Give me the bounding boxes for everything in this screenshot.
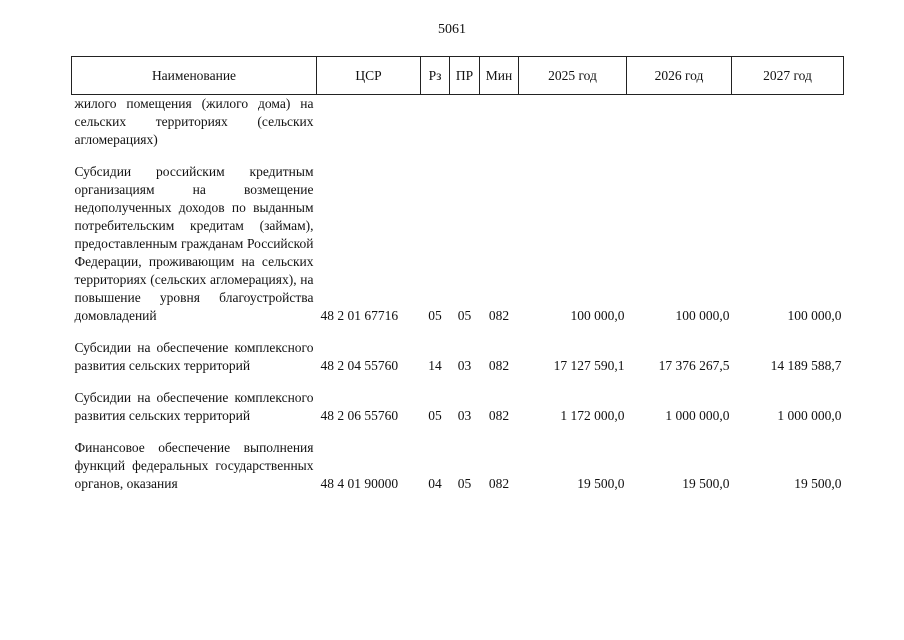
row-2025: 100 000,0 [570,308,625,323]
row-2027: 14 189 588,7 [770,358,842,373]
row-2026: 1 000 000,0 [665,408,730,423]
row-min: 082 [488,408,510,423]
row-name: Субсидии на обеспечение комплексного развития сельских территорий [74,340,314,373]
row-2025: 17 127 590,1 [553,358,625,373]
row-pr: 05 [457,308,472,323]
row-2026: 19 500,0 [682,476,730,491]
header-2026: 2026 год [627,57,732,95]
row-min: 082 [488,476,510,491]
table-row [72,439,844,493]
row-name: Субсидии на обеспечение комплексного развития сельских территорий [74,390,314,423]
header-2025: 2025 год [519,57,627,95]
row-csr: 48 2 01 67716 [320,308,399,323]
header-min: Мин [480,57,519,95]
header-pr: ПР [450,57,480,95]
table-row [72,163,844,325]
row-csr: 48 2 04 55760 [320,358,399,373]
header-csr: ЦСР [317,57,421,95]
row-rz: 05 [428,308,442,323]
header-name: Наименование [72,57,317,95]
header-2027: 2027 год [732,57,844,95]
row-2027: 100 000,0 [787,308,842,323]
row-min: 082 [488,358,510,373]
row-2027: 19 500,0 [794,476,842,491]
row-2027 [732,95,844,150]
row-2025: 19 500,0 [577,476,625,491]
row-pr: 05 [457,476,472,491]
row-name: Субсидии российским кредитным организациям на возмещение недополученных доходов по выданным потребительским кредитам (займам), предоставленным гражданам Российской Федерации, проживающим на сельских территориях (сельских агломерациях), на повышение уровня благоустройства домовладений [74,164,314,323]
row-rz [421,95,450,150]
row-rz: 04 [428,476,442,491]
row-pr: 03 [457,358,472,373]
row-rz: 14 [428,358,442,373]
row-min: 082 [488,308,510,323]
row-name: жилого помещения (жилого дома) на сельских территориях (сельских агломерациях) [74,96,314,147]
row-2027: 1 000 000,0 [777,408,842,423]
row-min [480,95,519,150]
row-2025: 1 172 000,0 [560,408,625,423]
row-name: Финансовое обеспечение выполнения функций федеральных государственных органов, оказания [74,440,314,491]
row-csr: 48 4 01 90000 [320,476,399,491]
table-row [72,339,844,375]
row-csr [317,95,421,150]
row-2026: 100 000,0 [675,308,730,323]
row-2026: 17 376 267,5 [658,358,730,373]
header-rz: Рз [421,57,450,95]
table-row [72,389,844,425]
row-2025 [519,95,627,150]
row-rz: 05 [428,408,442,423]
row-csr: 48 2 06 55760 [320,408,399,423]
table-row [72,95,844,150]
row-2026 [627,95,732,150]
table-header-row [72,57,844,95]
budget-table [71,56,844,493]
row-pr: 03 [457,408,472,423]
row-pr [450,95,480,150]
page-number: 5061 [438,22,466,37]
